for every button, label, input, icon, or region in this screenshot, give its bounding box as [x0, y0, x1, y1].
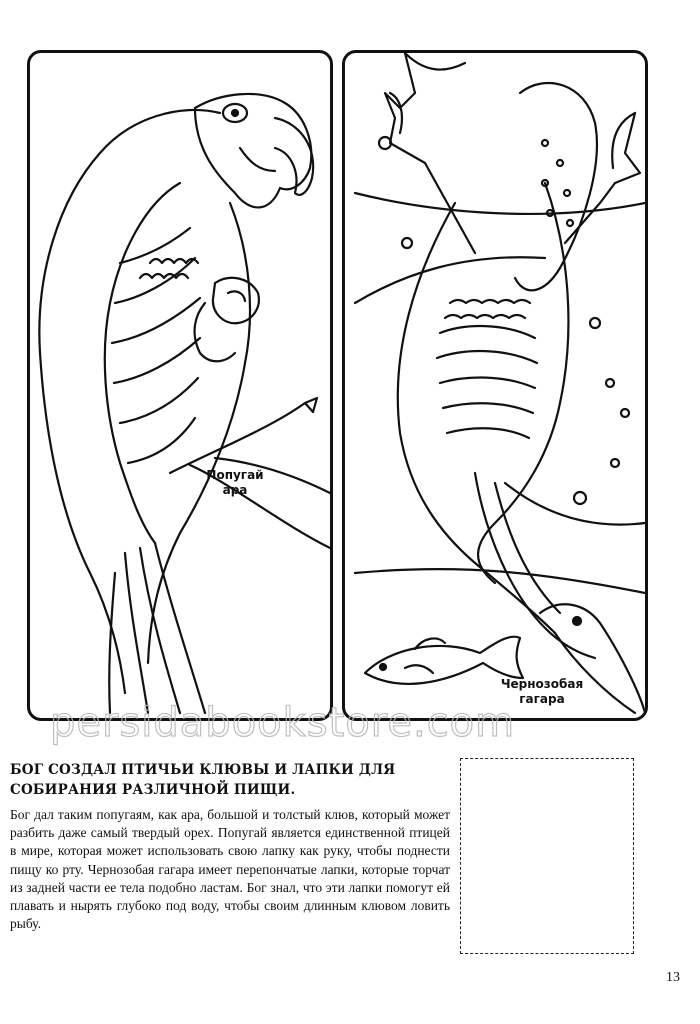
- body-paragraph: Бог дал таким попугаям, как ара, большой и толстый клюв, который может разбить даже самый твердый орех. Попугай является единственной птицей в мире, которая может использовать свою лапку как руку, чтобы поднести пищу ко рту. Чернозобая гагара имеет перепончатые лапки, которые торчат из задней части ее тела подобно ластам. Бог знал, что эти лапки помогут ей плавать и нырять глубоко под воду, чтобы своим длинным клювом ловить рыбу.: [10, 807, 450, 932]
- parrot-caption-line-1: Попугай: [206, 468, 264, 482]
- watermark: persidabookstore.com: [50, 700, 516, 746]
- macaw-drawing: [30, 53, 330, 718]
- section-heading: БОГ СОЗДАЛ ПТИЧЬИ КЛЮВЫ И ЛАПКИ ДЛЯ СОБИРАНИЯ РАЗЛИЧНОЙ ПИЩИ.: [10, 762, 396, 798]
- parrot-caption: [190, 468, 280, 498]
- loon-drawing: [345, 53, 645, 718]
- dashed-drawing-box[interactable]: [460, 758, 634, 954]
- loon-caption-line-2: гагара: [519, 692, 565, 706]
- loon-illustration-panel: [342, 50, 648, 721]
- loon-caption-line-1: Чернозобая: [500, 677, 584, 691]
- parrot-illustration-panel: [27, 50, 333, 721]
- parrot-caption-line-2: ара: [222, 483, 248, 497]
- page-number: 13: [666, 970, 680, 985]
